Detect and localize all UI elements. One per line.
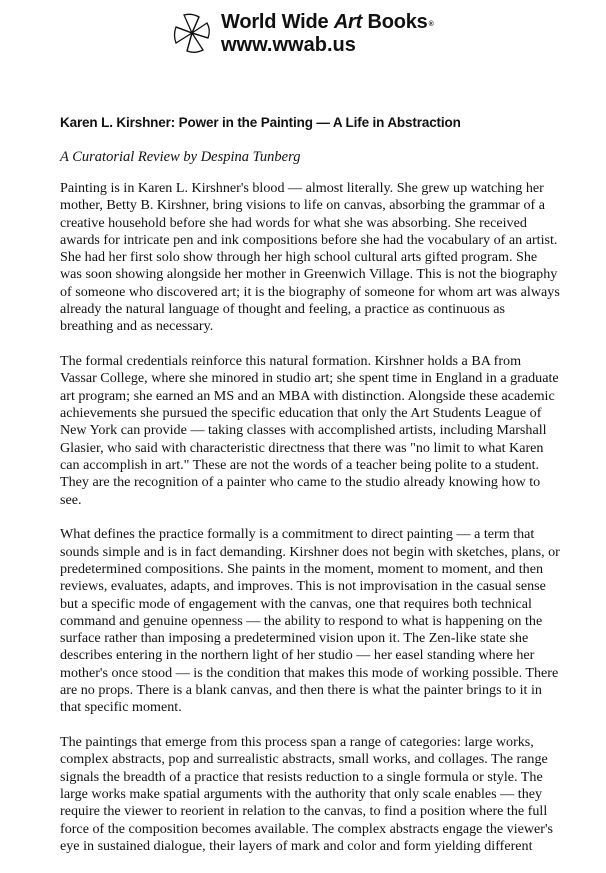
- brand-name-part: World Wide: [221, 11, 334, 33]
- article-body: [60, 180, 560, 873]
- article-byline: A Curatorial Review by Despina Tunberg: [60, 149, 301, 165]
- body-paragraph: The paintings that emerge from this process span a range of categories: large works, complex abstracts, pop and surrealistic abstracts, small works, and collages. The range signals the breadth of a practice that resists reduction to a single formula or style. The large works make spatial arguments with the authority that only scale enables — they require the viewer to reorient in relation to the canvas, to find a position where the full force of the composition becomes available. The complex abstracts engage the viewer's eye in sustained dialogue, their layers of mark and color and form yielding different: [60, 734, 554, 854]
- body-paragraph: What defines the practice formally is a commitment to direct painting — a term that sounds simple and is in fact demanding. Kirshner does not begin with sketches, plans, or predetermined compositions. She paints in the moment, moment to moment, and then reviews, evaluates, adapts, and improves. This is not improvisation in the casual sense but a specific mode of engagement with the canvas, one that requires both technical command and genuine openness — the ability to respond to what is happening on the surface rather than imposing a predetermined vision upon it. The Zen-like state she describes entering in the northern light of her studio — her easel standing where her mother's once stood — is the condition that makes this mode of working possible. There are no props. There is a blank canvas, and then there is what the painter brings to it in that specific moment.: [60, 526, 560, 716]
- article-title: Karen L. Kirshner: Power in the Painting — A Life in Abstraction: [60, 115, 461, 130]
- body-paragraph: Painting is in Karen L. Kirshner's blood — almost literally. She grew up watching her mother, Betty B. Kirshner, bring visions to life on canvas, absorbing the grammar of a creative household before she had words for what she was absorbing. She received awards for intricate pen and ink compositions before she had the vocabulary of an artist. She had her first solo show through her high school cultural arts gifted program. She was soon showing alongside her mother in Greenwich Village. This is not the biography of someone who discovered art; it is the biography of someone for whom art was always already the natural language of thought and feeling, a practice as continuous as breathing and as necessary.: [60, 180, 560, 335]
- brand-name-part: Books: [362, 11, 428, 33]
- brand-name-art: Art: [333, 11, 363, 33]
- website-url: www.wwab.us: [221, 34, 356, 56]
- brand-block: [221, 10, 434, 56]
- body-paragraph: The formal credentials reinforce this natural formation. Kirshner holds a BA from Vassar College, where she minored in studio art; she spent time in England in a graduate art program; she earned an MS and an MBA with distinction. Alongside these academic achievements she pursued the specific education that only the Art Students League of New York can provide — taking classes with accomplished artists, including Marshall Glasier, who said with characteristic directness that there was "no limit to what Karen can accomplish in art." These are not the words of a teacher being polite to a student. They are the recognition of a painter who came to the studio already knowing how to see.: [60, 353, 559, 508]
- registered-mark: ®: [428, 21, 434, 28]
- brand-name: [221, 10, 434, 34]
- pinwheel-logo-icon: [171, 10, 213, 56]
- publisher-header: [171, 10, 434, 56]
